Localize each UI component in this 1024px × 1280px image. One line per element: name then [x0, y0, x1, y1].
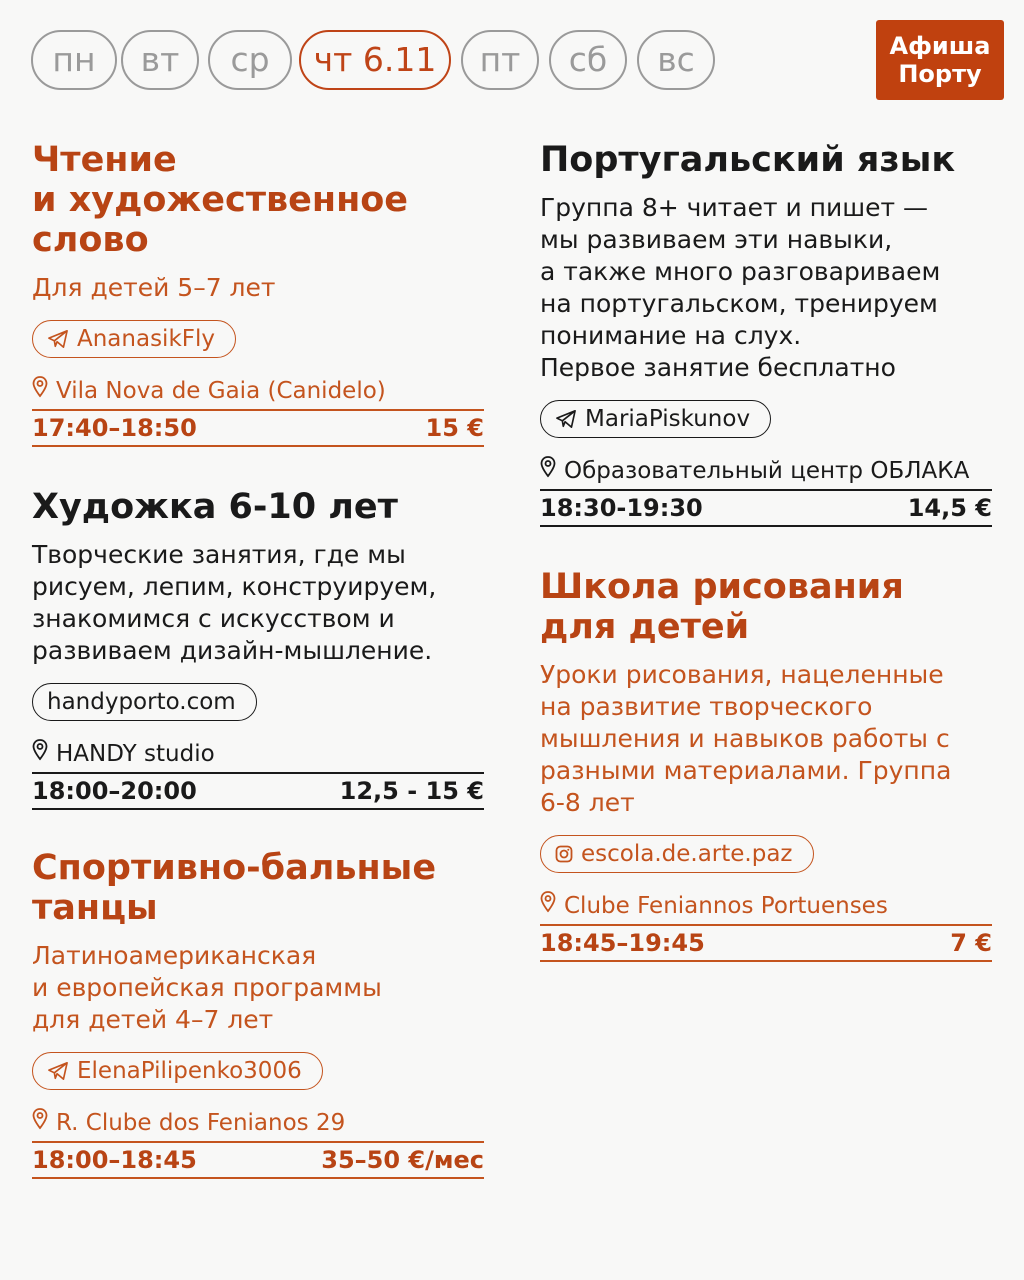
event-price: 15 €	[425, 414, 484, 442]
day-tab-mon[interactable]: пн	[31, 30, 117, 90]
day-tab-wed[interactable]: ср	[208, 30, 292, 90]
instagram-icon	[555, 845, 573, 863]
contact-link[interactable]	[540, 835, 814, 873]
day-tab-sat[interactable]: сб	[549, 30, 627, 90]
day-tab-fri[interactable]: пт	[461, 30, 539, 90]
time-price-bar	[32, 1141, 484, 1179]
time-price-bar	[540, 489, 992, 527]
telegram-icon	[555, 409, 577, 429]
left-column	[32, 140, 484, 1179]
contact-link[interactable]	[32, 320, 236, 358]
location-pin-icon	[32, 739, 48, 768]
event-time: 18:00–20:00	[32, 777, 197, 805]
event-location	[32, 1108, 484, 1137]
event-title: Спортивно-бальные танцы	[32, 848, 437, 928]
event-description: Творческие занятия, где мы рисуем, лепим, конструируем, знакомимся с искусством и развиваем дизайн-мышление.	[32, 540, 437, 665]
website-link[interactable]	[32, 683, 257, 721]
day-tab-tue[interactable]: вт	[121, 30, 199, 90]
location-pin-icon	[32, 376, 48, 405]
location-pin-icon	[32, 1108, 48, 1137]
logo-line-1: Афиша	[889, 32, 991, 60]
time-price-bar	[540, 924, 992, 962]
event-time: 18:30-19:30	[540, 494, 703, 522]
event-card-art	[32, 487, 484, 810]
event-description: Для детей 5–7 лет	[32, 273, 276, 302]
time-price-bar	[32, 409, 484, 447]
event-description: Уроки рисования, нацеленные на развитие творческого мышления и навыков работы с разными материалами. Группа 6-8 лет	[540, 660, 952, 817]
location-label: HANDY studio	[56, 740, 215, 767]
day-tab-thu-active[interactable]: чт 6.11	[299, 30, 451, 90]
event-card-dance	[32, 848, 484, 1179]
contact-label: AnanasikFly	[77, 326, 215, 352]
telegram-icon	[47, 329, 69, 349]
contact-link[interactable]	[32, 1052, 323, 1090]
location-label: Clube Feniannos Portuenses	[564, 892, 888, 919]
location-label: Образовательный центр ОБЛАКА	[564, 457, 970, 484]
contact-label: handyporto.com	[47, 689, 236, 715]
event-description: Латиноамериканская и европейская программы для детей 4–7 лет	[32, 941, 382, 1034]
event-title: Португальский язык	[540, 140, 956, 180]
event-title: Школа рисования для детей	[540, 567, 904, 647]
right-column	[540, 140, 992, 962]
contact-label: escola.de.arte.paz	[581, 841, 793, 867]
event-location	[32, 739, 484, 768]
event-price: 7 €	[950, 929, 992, 957]
contact-label: MariaPiskunov	[585, 406, 751, 432]
telegram-icon	[47, 1061, 69, 1081]
event-time: 17:40–18:50	[32, 414, 197, 442]
day-tab-sun[interactable]: вс	[637, 30, 715, 90]
afisha-porto-logo[interactable]	[876, 20, 1004, 100]
contact-label: ElenaPilipenko3006	[77, 1058, 302, 1084]
location-pin-icon	[540, 456, 556, 485]
location-pin-icon	[540, 891, 556, 920]
time-price-bar	[32, 772, 484, 810]
event-title: Чтение и художественное слово	[32, 140, 409, 260]
location-label: R. Clube dos Fenianos 29	[56, 1109, 346, 1136]
event-card-portuguese	[540, 140, 992, 527]
event-title: Художка 6-10 лет	[32, 487, 398, 527]
event-time: 18:00–18:45	[32, 1146, 197, 1174]
event-price: 14,5 €	[907, 494, 992, 522]
event-time: 18:45–19:45	[540, 929, 705, 957]
contact-link[interactable]	[540, 400, 771, 438]
event-location	[540, 891, 992, 920]
event-card-drawing	[540, 567, 992, 962]
event-price: 12,5 - 15 €	[339, 777, 484, 805]
event-description: Группа 8+ читает и пишет — мы развиваем эти навыки, а также много разговариваем на португальском, тренируем понимание на слух. Первое занятие бесплатно	[540, 193, 941, 382]
location-label: Vila Nova de Gaia (Canidelo)	[56, 377, 386, 404]
event-location	[540, 456, 992, 485]
event-location	[32, 376, 484, 405]
logo-line-2: Порту	[898, 60, 982, 88]
event-card-reading	[32, 140, 484, 447]
event-price: 35–50 €/мес	[321, 1146, 484, 1174]
